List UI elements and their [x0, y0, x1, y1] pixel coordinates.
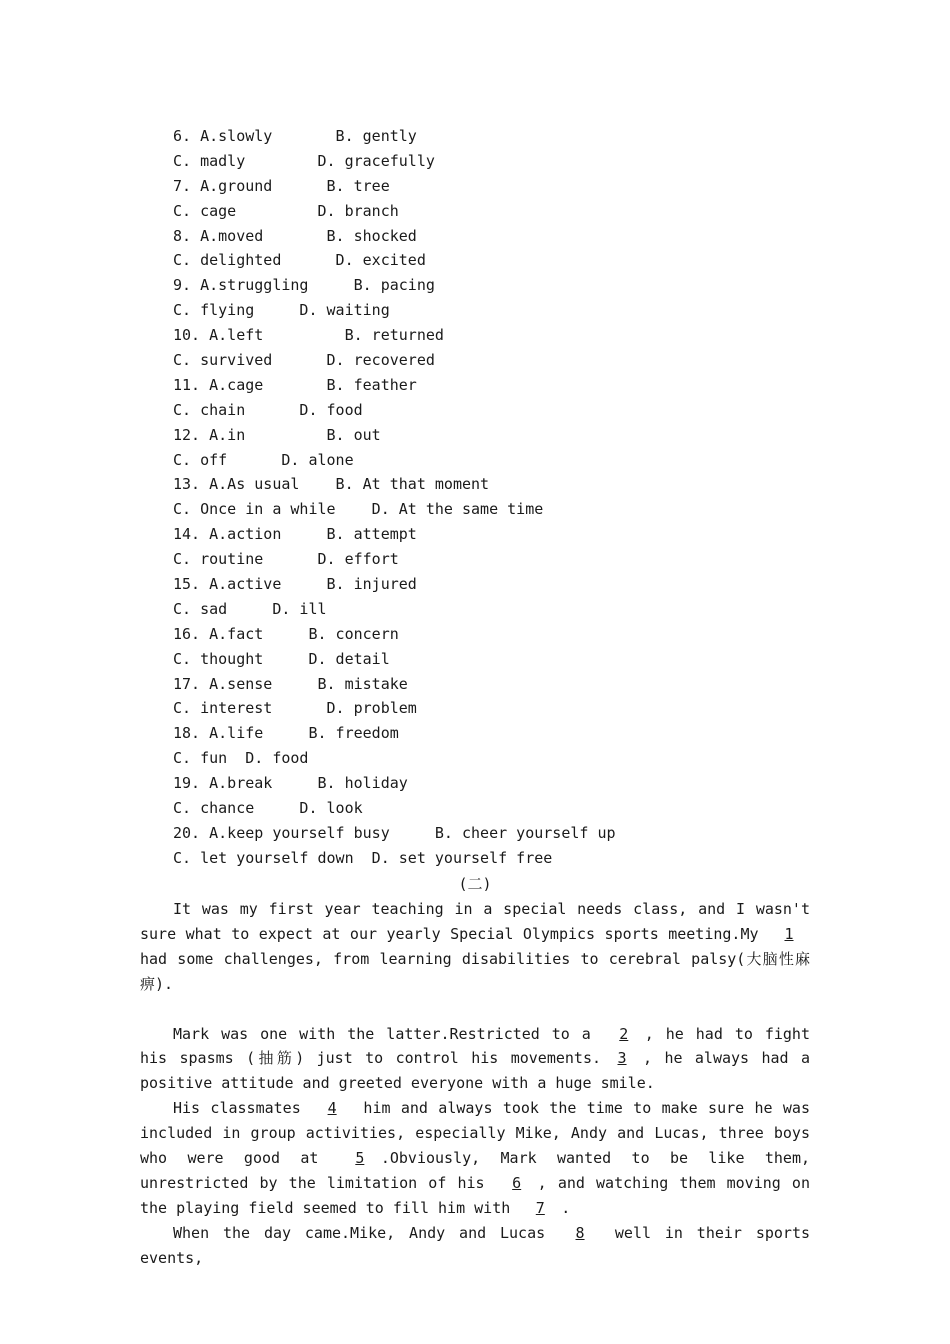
- text: well in their sports events,: [140, 1223, 811, 1267]
- paragraph-1: [140, 897, 810, 997]
- option-line: 14. A.action B. attempt: [173, 525, 417, 544]
- option-line: 11. A.cage B. feather: [173, 375, 417, 394]
- option-line: 9. A.struggling B. pacing: [173, 276, 435, 295]
- option-line: C. flying D. waiting: [173, 301, 390, 320]
- option-line: 20. A.keep yourself busy B. cheer yourself up: [173, 823, 616, 842]
- text: When the day came.Mike, Andy and Lucas: [173, 1223, 560, 1242]
- text: , he had to fight his spasms (抽筋) just to control his movements.: [140, 1024, 810, 1068]
- section-title: (二): [458, 875, 492, 893]
- option-line: 13. A.As usual B. At that moment: [173, 475, 490, 494]
- option-line: C. fun D. food: [173, 749, 309, 768]
- option-line: C. interest D. problem: [173, 699, 417, 718]
- option-line: C. let yourself down D. set yourself free: [173, 848, 553, 867]
- option-line: 15. A.active B. injured: [173, 575, 417, 594]
- option-line: 17. A.sense B. mistake: [173, 674, 408, 693]
- text: him and always took the time to make sure he was included in group activities, especially Mike, Andy and Lucas, three boys who were good at: [140, 1099, 810, 1168]
- option-line: C. madly D. gracefully: [173, 151, 435, 170]
- answer-options: [173, 124, 616, 871]
- option-line: 12. A.in B. out: [173, 425, 381, 444]
- option-line: 7. A.ground B. tree: [173, 176, 390, 195]
- paragraph-3: [140, 1096, 810, 1221]
- text: .: [561, 1198, 571, 1217]
- option-line: 6. A.slowly B. gently: [173, 127, 417, 145]
- text: , he always had a positive attitude and greeted everyone with a huge smile.: [140, 1049, 810, 1093]
- text: His classmates: [173, 1099, 312, 1118]
- blank-3: 3: [617, 1049, 627, 1068]
- option-line: 16. A.fact B. concern: [173, 624, 399, 643]
- cloze-passage: [140, 897, 810, 1271]
- blank-8: 8: [575, 1223, 585, 1242]
- text: Mark was one with the latter.Restricted to a: [173, 1024, 603, 1043]
- option-line: C. chain D. food: [173, 400, 363, 419]
- text: .Obviously, Mark wanted to be like them, unrestricted by the limitation of his: [140, 1149, 810, 1192]
- blank-6: 6: [512, 1173, 522, 1192]
- blank-5: 5: [355, 1149, 365, 1168]
- option-line: 18. A.life B. freedom: [173, 724, 399, 743]
- option-line: C. delighted D. excited: [173, 251, 426, 270]
- blank-1: 1: [784, 924, 794, 943]
- option-line: C. routine D. effort: [173, 550, 399, 569]
- option-line: C. thought D. detail: [173, 649, 390, 668]
- option-line: C. sad D. ill: [173, 599, 327, 618]
- option-line: 10. A.left B. returned: [173, 326, 444, 345]
- blank-2: 2: [619, 1024, 629, 1043]
- option-line: C. cage D. branch: [173, 201, 399, 220]
- option-line: C. chance D. look: [173, 799, 363, 818]
- option-line: C. Once in a while D. At the same time: [173, 500, 544, 519]
- paragraph-4: [140, 1221, 810, 1271]
- option-line: C. survived D. recovered: [173, 351, 435, 370]
- option-line: 8. A.moved B. shocked: [173, 226, 417, 245]
- option-line: 19. A.break B. holiday: [173, 774, 408, 793]
- text: had some challenges, from learning disabilities to cerebral palsy(大脑性麻痹).: [140, 949, 810, 993]
- blank-7: 7: [535, 1198, 545, 1217]
- text: It was my first year teaching in a special needs class, and I wasn't sure what to expect at our yearly Special Olympics sports meeting.My: [140, 900, 810, 943]
- text: , and watching them moving on the playing field seemed to fill him with: [140, 1173, 810, 1217]
- option-line: C. off D. alone: [173, 450, 354, 469]
- blank-4: 4: [327, 1099, 337, 1118]
- paragraph-2: [140, 1022, 810, 1097]
